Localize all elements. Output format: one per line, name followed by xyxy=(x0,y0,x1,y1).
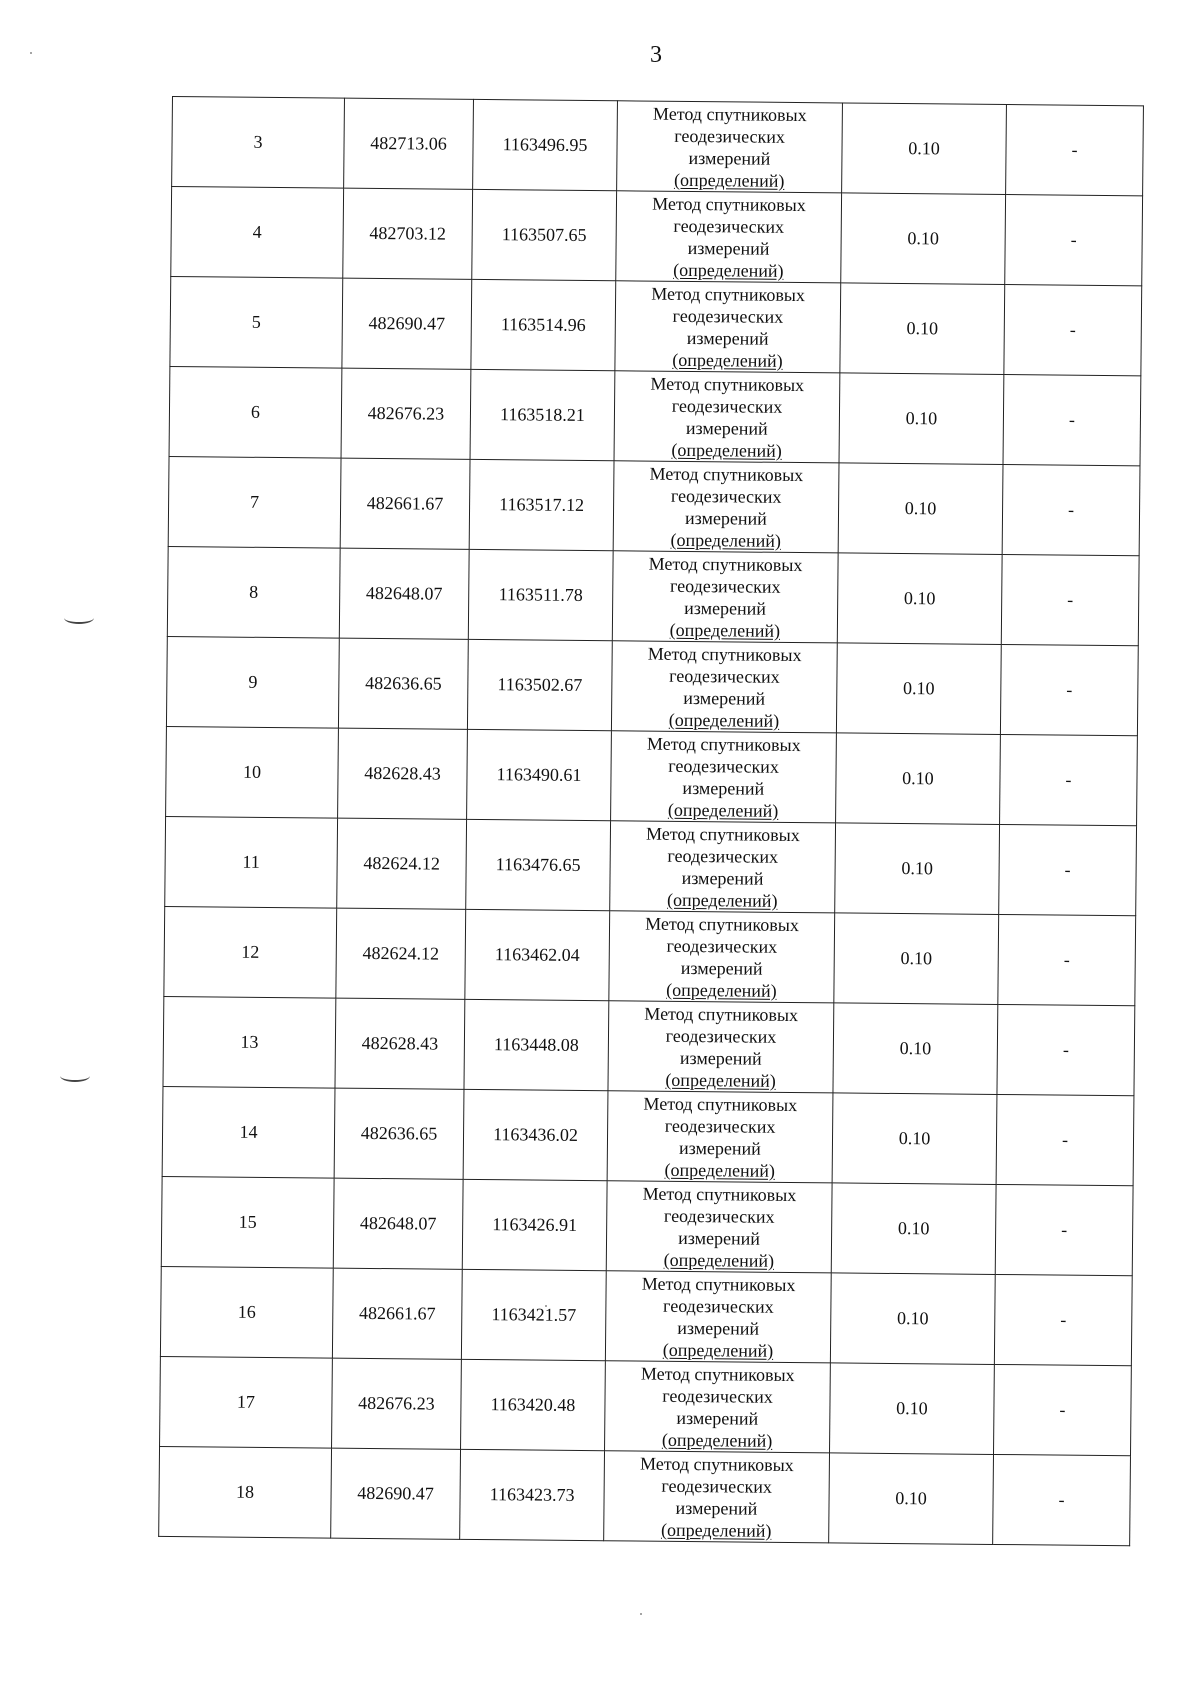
method-text-line: измерений xyxy=(681,867,764,889)
accuracy-cell: 0.10 xyxy=(838,463,1003,555)
method-text-line: измерений xyxy=(686,327,769,349)
x-coordinate-cell: 482703.12 xyxy=(343,188,473,279)
table-row xyxy=(168,456,1140,555)
method-text-line: измерений xyxy=(682,777,765,799)
y-coordinate-cell: 1163511.78 xyxy=(468,549,613,640)
table-row xyxy=(166,726,1138,825)
method-text-line: (определений) xyxy=(667,799,779,821)
accuracy-cell: 0.10 xyxy=(833,1003,998,1095)
y-coordinate-cell: 1163514.96 xyxy=(471,279,616,370)
point-number-cell: 6 xyxy=(169,366,342,458)
scan-artifact-mark xyxy=(64,612,94,624)
accuracy-cell: 0.10 xyxy=(840,283,1005,375)
table-row xyxy=(164,906,1136,1005)
accuracy-cell: 0.10 xyxy=(834,913,999,1005)
method-text-line: (определений) xyxy=(665,1069,776,1091)
method-text-line: (определений) xyxy=(673,259,784,281)
table-row xyxy=(170,276,1142,375)
method-cell xyxy=(606,1181,832,1273)
scan-speck xyxy=(640,1613,642,1615)
method-text-line: (определений) xyxy=(671,439,782,461)
method-text-line: измерений xyxy=(684,507,767,529)
accuracy-cell: 0.10 xyxy=(837,553,1002,645)
x-coordinate-cell: 482624.12 xyxy=(337,818,467,909)
method-text-line: измерений xyxy=(675,1497,758,1519)
method-text-line: (определений) xyxy=(660,1519,772,1541)
note-cell: - xyxy=(1002,464,1140,555)
method-text-line: Метод спутниковых xyxy=(650,373,805,395)
y-coordinate-cell: 1163476.65 xyxy=(466,819,611,910)
accuracy-cell: 0.10 xyxy=(831,1183,996,1275)
method-text-line: измерений xyxy=(677,1317,760,1339)
method-text-line: измерений xyxy=(679,1047,762,1069)
table-row xyxy=(161,1176,1133,1275)
method-text-line: (определений) xyxy=(661,1429,773,1451)
method-text-line: геодезических xyxy=(671,395,783,417)
y-coordinate-cell: 1163502.67 xyxy=(467,639,612,730)
method-text-line: Метод спутниковых xyxy=(644,1003,799,1025)
point-number-cell: 9 xyxy=(166,636,339,728)
table-row xyxy=(169,366,1141,465)
method-text-line: Метод спутниковых xyxy=(647,643,802,665)
coordinates-table-body xyxy=(159,97,1144,1546)
method-text-line: измерений xyxy=(684,597,767,619)
method-text-line: (определений) xyxy=(669,619,781,641)
scan-artifact-mark xyxy=(60,1070,90,1082)
method-text-line: (определений) xyxy=(662,1339,774,1361)
method-text-line: измерений xyxy=(676,1407,759,1429)
method-text-line: геодезических xyxy=(667,845,779,867)
note-cell: - xyxy=(998,914,1136,1005)
x-coordinate-cell: 482648.07 xyxy=(333,1178,463,1269)
table-row xyxy=(160,1266,1132,1365)
method-text-line: геодезических xyxy=(673,215,785,237)
y-coordinate-cell: 1163423.73 xyxy=(460,1449,605,1540)
method-text-line: измерений xyxy=(678,1227,761,1249)
method-text-line: Метод спутниковых xyxy=(649,463,804,485)
y-coordinate-cell: 1163507.65 xyxy=(472,189,617,280)
y-coordinate-cell: 1163517.12 xyxy=(469,459,614,550)
method-text-line: Метод спутниковых xyxy=(643,1093,798,1115)
note-cell: - xyxy=(1000,644,1138,735)
method-text-line: геодезических xyxy=(669,665,780,687)
point-number-cell: 14 xyxy=(162,1086,335,1178)
x-coordinate-cell: 482648.07 xyxy=(339,548,469,639)
method-text-line: геодезических xyxy=(661,1475,773,1497)
x-coordinate-cell: 482713.06 xyxy=(344,98,474,189)
point-number-cell: 10 xyxy=(166,726,339,818)
y-coordinate-cell: 1163420.48 xyxy=(461,1359,606,1450)
x-coordinate-cell: 482661.67 xyxy=(332,1268,462,1359)
x-coordinate-cell: 482628.43 xyxy=(338,728,468,819)
method-cell xyxy=(612,551,838,643)
method-text-line: Метод спутниковых xyxy=(645,913,800,935)
method-cell xyxy=(613,461,839,553)
method-text-line: измерений xyxy=(683,687,766,709)
method-text-line: Метод спутниковых xyxy=(646,733,801,755)
y-coordinate-cell: 1163436.02 xyxy=(463,1089,608,1180)
method-text-line: Метод спутниковых xyxy=(651,283,806,305)
method-text-line: Метод спутниковых xyxy=(642,1183,797,1205)
method-cell xyxy=(617,101,843,193)
accuracy-cell: 0.10 xyxy=(835,823,1000,915)
note-cell: - xyxy=(995,1184,1133,1275)
method-text-line: геодезических xyxy=(669,575,781,597)
point-number-cell: 4 xyxy=(171,187,344,279)
method-text-line: геодезических xyxy=(670,485,782,507)
point-number-cell: 8 xyxy=(167,546,340,638)
accuracy-cell: 0.10 xyxy=(829,1453,994,1545)
x-coordinate-cell: 482628.43 xyxy=(335,998,465,1089)
method-text-line: Метод спутниковых xyxy=(641,1273,796,1295)
point-number-cell: 12 xyxy=(164,906,337,998)
y-coordinate-cell: 1163462.04 xyxy=(465,909,610,1000)
method-text-line: (определений) xyxy=(667,889,778,911)
note-cell: - xyxy=(1005,195,1143,286)
table-row xyxy=(163,996,1135,1095)
accuracy-cell: 0.10 xyxy=(836,643,1001,735)
note-cell: - xyxy=(993,1454,1131,1545)
method-text-line: (определений) xyxy=(663,1249,775,1271)
table-row xyxy=(159,1446,1131,1545)
method-text-line: Метод спутниковых xyxy=(648,553,803,575)
method-text-line: Метод спутниковых xyxy=(639,1453,794,1475)
note-cell: - xyxy=(993,1364,1131,1455)
y-coordinate-cell: 1163518.21 xyxy=(470,369,615,460)
method-text-line: Метод спутниковых xyxy=(652,193,806,215)
method-cell xyxy=(610,821,836,913)
method-text-line: геодезических xyxy=(664,1115,776,1137)
note-cell: - xyxy=(1003,374,1141,465)
method-text-line: (определений) xyxy=(673,169,785,191)
accuracy-cell: 0.10 xyxy=(832,1093,997,1185)
method-text-line: (определений) xyxy=(668,709,780,731)
method-cell xyxy=(605,1271,831,1363)
method-cell xyxy=(604,1451,830,1543)
method-text-line: (определений) xyxy=(672,349,783,371)
method-text-line: (определений) xyxy=(670,529,782,551)
table-row xyxy=(162,1086,1134,1185)
table-row xyxy=(171,187,1143,286)
point-number-cell: 3 xyxy=(172,97,345,189)
accuracy-cell: 0.10 xyxy=(842,103,1007,195)
method-text-line: Метод спутниковых xyxy=(640,1363,795,1385)
table-row xyxy=(172,97,1144,196)
x-coordinate-cell: 482636.65 xyxy=(334,1088,464,1179)
method-cell xyxy=(608,1001,834,1093)
method-text-line: (определений) xyxy=(664,1159,775,1181)
point-number-cell: 16 xyxy=(160,1266,333,1358)
x-coordinate-cell: 482661.67 xyxy=(340,458,470,549)
table-row xyxy=(167,546,1139,645)
y-coordinate-cell: 1163448.08 xyxy=(464,999,609,1090)
accuracy-cell: 0.10 xyxy=(841,193,1006,285)
accuracy-cell: 0.10 xyxy=(839,373,1004,465)
method-text-line: геодезических xyxy=(665,1025,777,1047)
method-cell xyxy=(616,191,842,283)
accuracy-cell: 0.10 xyxy=(830,1273,995,1365)
method-text-line: измерений xyxy=(687,237,770,259)
point-number-cell: 17 xyxy=(160,1356,333,1448)
table-row xyxy=(166,636,1138,735)
method-text-line: измерений xyxy=(685,417,768,439)
table-row xyxy=(165,816,1137,915)
method-text-line: Метод спутниковых xyxy=(645,823,800,845)
x-coordinate-cell: 482624.12 xyxy=(336,908,466,999)
point-number-cell: 13 xyxy=(163,996,336,1088)
accuracy-cell: 0.10 xyxy=(836,733,1001,825)
method-cell xyxy=(605,1361,831,1453)
note-cell: - xyxy=(1004,285,1142,376)
coordinates-table xyxy=(158,96,1144,1546)
x-coordinate-cell: 482676.23 xyxy=(332,1358,462,1449)
point-number-cell: 18 xyxy=(159,1446,332,1538)
method-cell xyxy=(611,641,837,733)
method-text-line: измерений xyxy=(680,957,763,979)
y-coordinate-cell: 1163496.95 xyxy=(473,99,618,190)
method-text-line: (определений) xyxy=(666,979,777,1001)
note-cell: - xyxy=(997,1004,1135,1095)
method-text-line: геодезических xyxy=(672,305,784,327)
table-row xyxy=(160,1356,1132,1455)
point-number-cell: 15 xyxy=(161,1176,334,1268)
note-cell: - xyxy=(1000,734,1138,825)
method-cell xyxy=(607,1091,833,1183)
note-cell: - xyxy=(994,1274,1132,1365)
method-cell xyxy=(611,731,837,823)
x-coordinate-cell: 482690.47 xyxy=(331,1448,461,1539)
y-coordinate-cell: 1163421.57 xyxy=(461,1269,606,1360)
method-text-line: геодезических xyxy=(674,125,786,147)
method-cell xyxy=(609,911,835,1003)
method-text-line: геодезических xyxy=(668,755,779,777)
scan-speck xyxy=(30,52,32,54)
y-coordinate-cell: 1163426.91 xyxy=(462,1179,607,1270)
method-text-line: измерений xyxy=(688,147,771,169)
method-text-line: геодезических xyxy=(662,1385,773,1407)
method-text-line: измерений xyxy=(678,1137,761,1159)
note-cell: - xyxy=(996,1094,1134,1185)
method-text-line: геодезических xyxy=(666,935,778,957)
page-number: 3 xyxy=(650,42,662,68)
method-cell xyxy=(614,371,840,463)
method-text-line: геодезических xyxy=(663,1205,775,1227)
x-coordinate-cell: 482636.65 xyxy=(338,638,468,729)
x-coordinate-cell: 482676.23 xyxy=(341,368,471,459)
note-cell: - xyxy=(1006,105,1144,196)
method-text-line: Метод спутниковых xyxy=(652,103,807,125)
point-number-cell: 11 xyxy=(165,816,338,908)
note-cell: - xyxy=(999,824,1137,915)
point-number-cell: 5 xyxy=(170,276,343,368)
method-text-line: геодезических xyxy=(663,1295,774,1317)
point-number-cell: 7 xyxy=(168,456,341,548)
y-coordinate-cell: 1163490.61 xyxy=(467,729,612,820)
method-cell xyxy=(615,281,841,373)
note-cell: - xyxy=(1001,554,1139,645)
x-coordinate-cell: 482690.47 xyxy=(342,278,472,369)
accuracy-cell: 0.10 xyxy=(830,1363,995,1455)
